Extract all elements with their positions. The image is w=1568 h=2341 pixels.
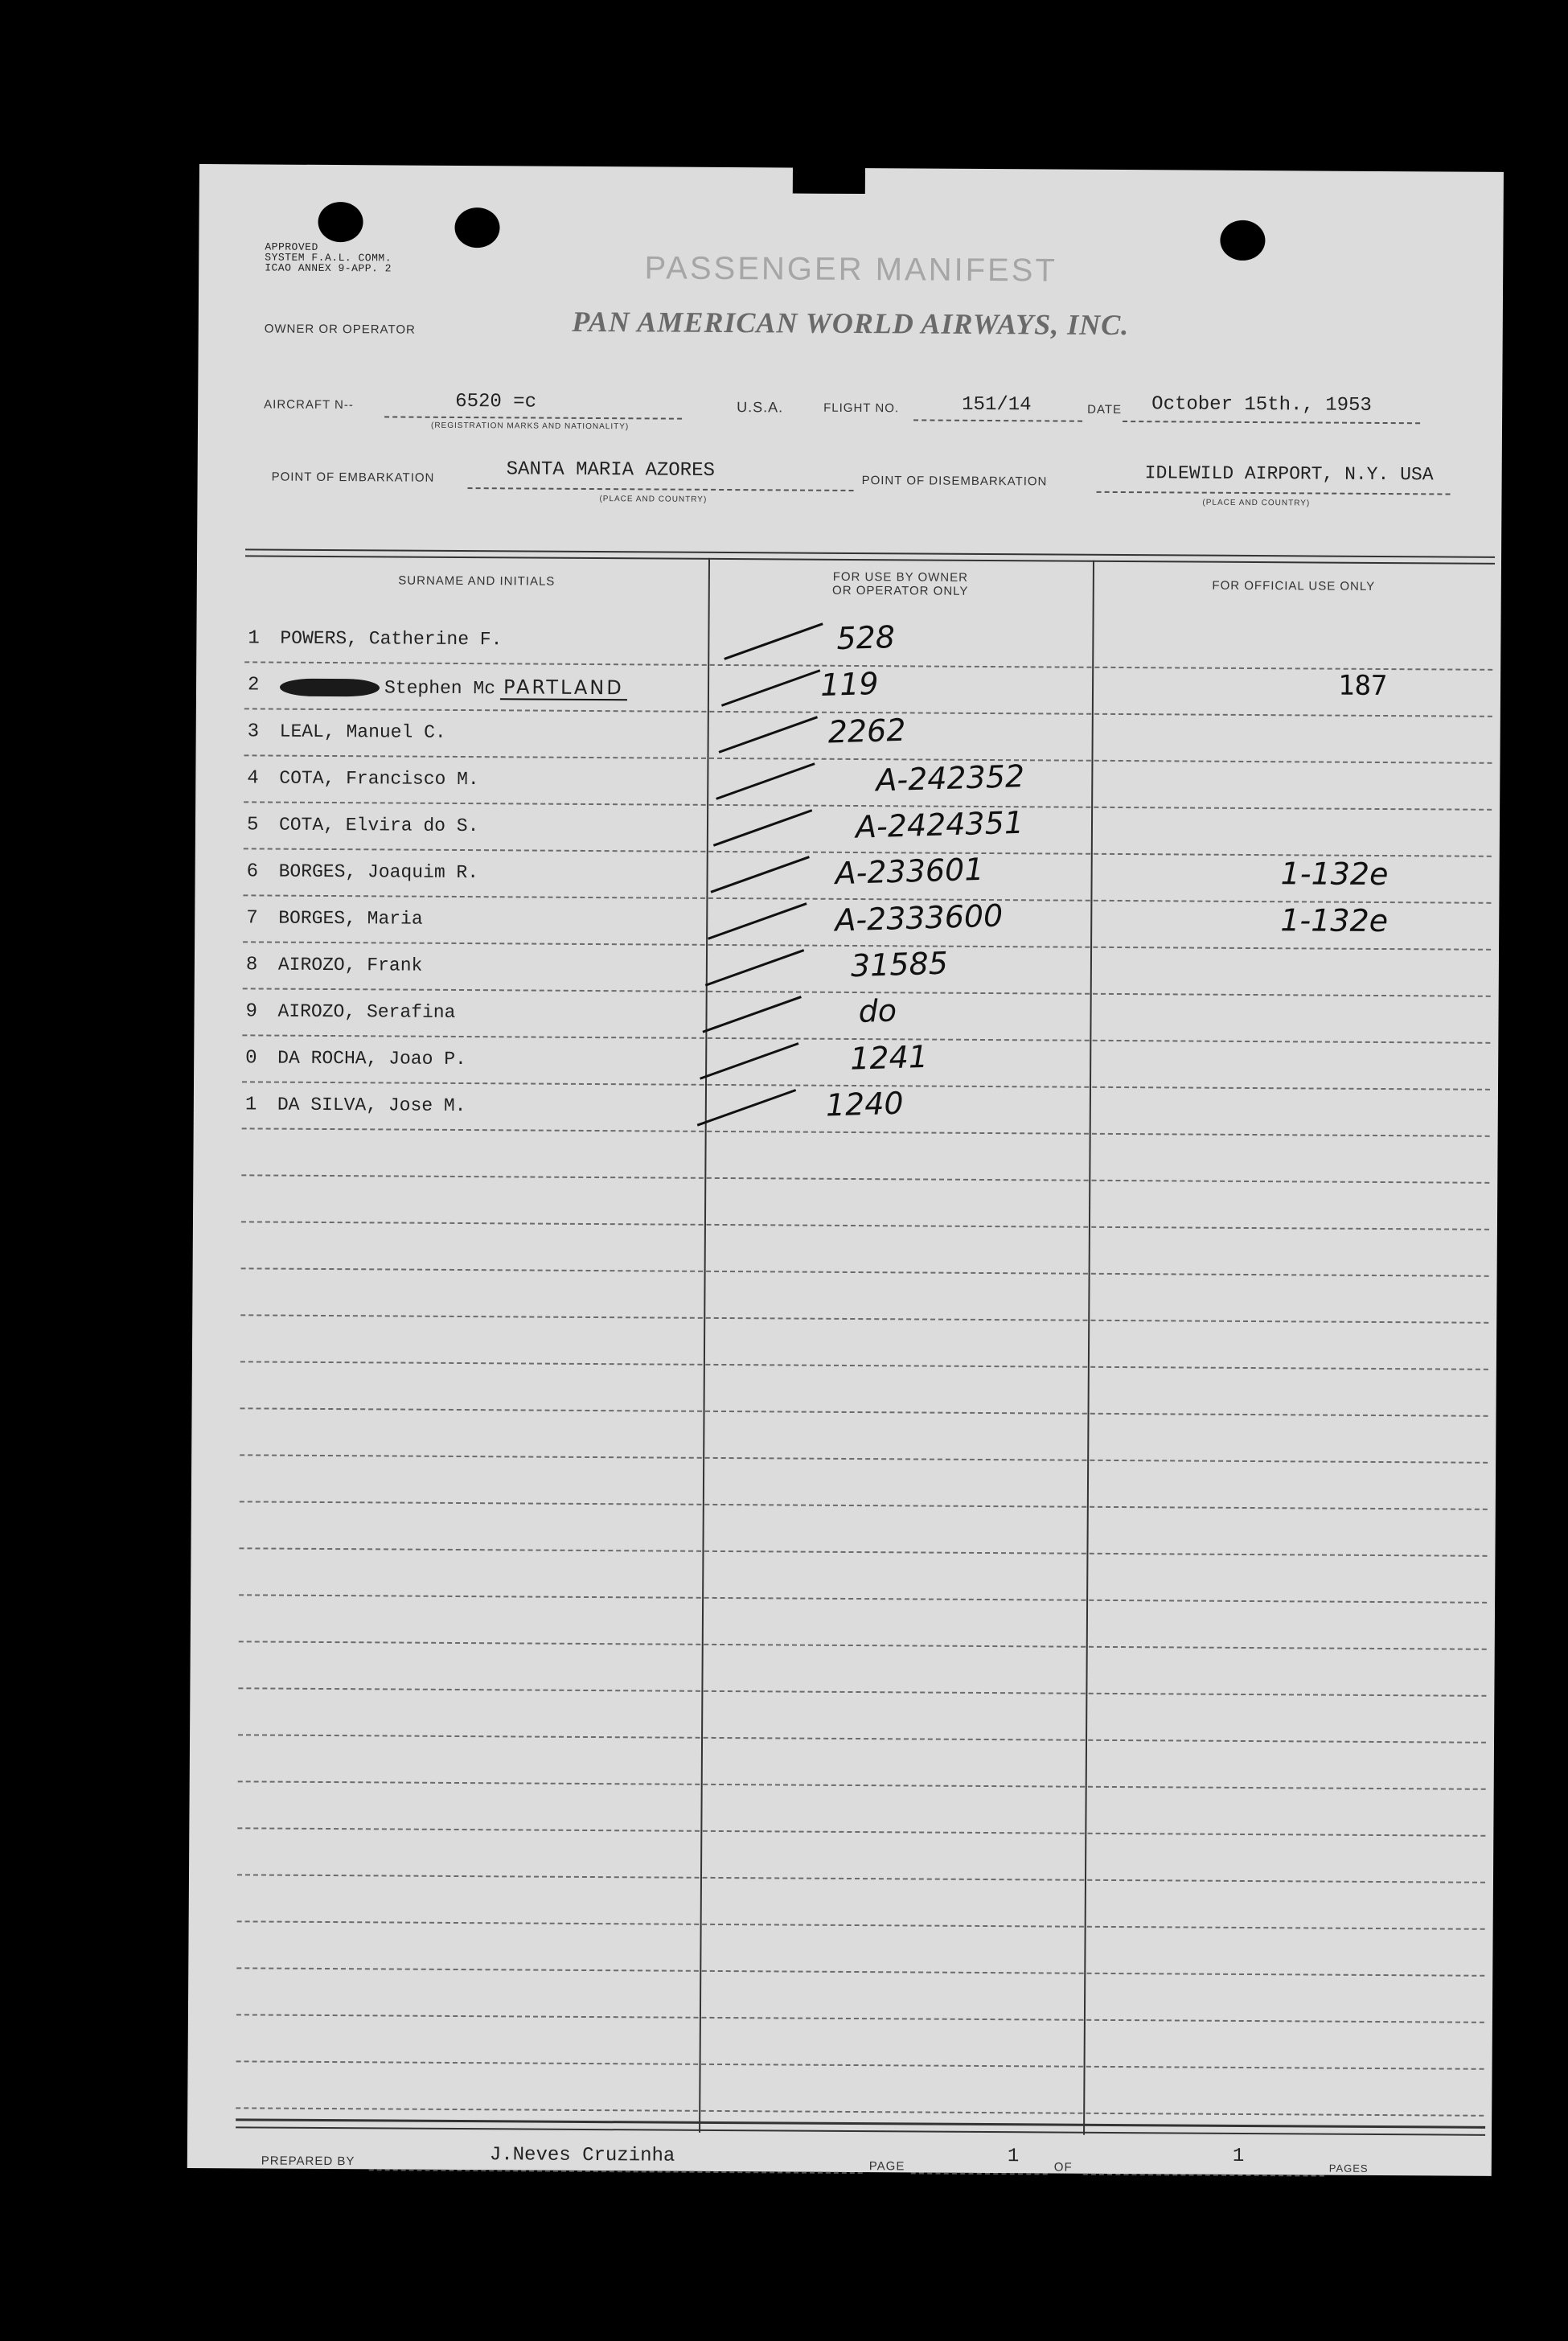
owner-number: 528 [835,619,896,657]
embark-line [468,487,854,491]
date-label: DATE [1087,402,1123,417]
manifest-page [187,164,1504,2176]
table-row [236,2060,1484,2116]
passenger-name: DA SILVA, Jose M. [277,1094,466,1117]
form-title: PASSENGER MANIFEST [644,250,1058,289]
prepared-value: J.Neves Cruzinha [489,2144,675,2167]
check-mark [713,809,812,847]
check-mark [702,996,801,1033]
disembark-line [1097,491,1451,495]
of-label: OF [1053,2160,1073,2175]
prepared-line [369,2169,863,2174]
passenger-name: POWERS, Catherine F. [280,627,503,651]
of-line [1083,2174,1324,2177]
punch-hole [318,202,363,242]
owner-label: OWNER OR OPERATOR [264,322,416,337]
embark-value: SANTA MARIA AZORES [506,458,716,482]
owner-number: A-2333600 [834,897,1004,938]
row-number: 3 [247,721,260,743]
passenger-name-handwritten: PARTLAND [500,676,627,700]
check-mark [705,949,804,987]
row-number: 2 [247,674,260,696]
column-header-names: SURNAME AND INITIALS [398,573,556,589]
prepared-label: PREPARED BY [261,2154,355,2169]
official-entry: 187 [1337,669,1388,703]
owner-number: 2262 [827,712,907,750]
column-header-owner: FOR USE BY OWNER OR OPERATOR ONLY [832,569,969,598]
page-line [911,2172,1048,2175]
row-number: 6 [246,860,259,883]
column-header-official: FOR OFFICIAL USE ONLY [1212,578,1376,593]
check-mark [708,902,807,940]
owner-number: 119 [819,665,880,703]
check-mark [721,669,820,707]
check-mark [724,622,823,660]
passenger-name: COTA, Elvira do S. [278,814,479,837]
check-mark [697,1089,796,1127]
passenger-table [244,614,1493,1123]
aircraft-sublabel: (REGISTRATION MARKS AND NATIONALITY) [430,421,630,432]
passenger-name: BORGES, Maria [278,907,423,930]
page-label: PAGE [868,2159,905,2174]
row-number: 8 [245,954,258,976]
row-number: 5 [246,814,259,836]
disembark-sublabel: (PLACE AND COUNTRY) [1202,498,1311,508]
passenger-name: COTA, Francisco M. [279,767,479,791]
redaction-mark [280,679,380,697]
pages-label: PAGES [1328,2162,1369,2175]
flight-value: 151/14 [962,393,1032,417]
embark-sublabel: (PLACE AND COUNTRY) [599,495,708,504]
disembark-value: IDLEWILD AIRPORT, N.Y. USA [1144,462,1434,486]
passenger-name: LEAL, Manuel C. [279,721,446,743]
owner-number: 31585 [850,945,949,984]
owner-number: A-242352 [875,758,1025,799]
passenger-name: AIROZO, Frank [277,954,423,976]
owner-number: A-233601 [835,851,985,892]
check-mark [719,716,818,754]
check-mark [716,762,815,800]
binding-tab [793,163,865,195]
usa-label: U.S.A. [737,399,784,416]
owner-number: A-2424351 [855,804,1024,845]
aircraft-value: 6520 =c [455,390,537,413]
embark-label: POINT OF EMBARKATION [271,470,435,485]
row-number: 7 [246,907,258,930]
check-mark [710,856,809,893]
flight-line [913,419,1082,421]
of-value: 1 [1232,2145,1245,2167]
passenger-name-typed: Stephen Mc [384,677,496,700]
owner-number: 1241 [849,1038,929,1077]
passenger-name [280,675,627,700]
owner-number: do [857,992,897,1029]
airline-name: PAN AMERICAN WORLD AIRWAYS, INC. [572,305,1130,342]
page-value: 1 [1007,2146,1020,2168]
official-entry: 1-132e [1280,902,1389,939]
date-value: October 15th., 1953 [1151,393,1372,417]
aircraft-label: AIRCRAFT N-- [264,397,354,413]
row-number: 9 [245,1000,258,1023]
check-mark [700,1042,798,1080]
punch-hole [454,207,499,248]
flight-label: FLIGHT NO. [823,400,900,416]
passenger-name: AIROZO, Serafina [277,1000,456,1023]
passenger-name: BORGES, Joaquim R. [278,860,479,884]
row-number: 1 [248,627,260,650]
date-line [1123,421,1420,424]
row-number: 0 [245,1047,257,1070]
row-number: 1 [244,1094,257,1116]
aircraft-line [384,416,682,419]
disembark-label: POINT OF DISEMBARKATION [861,474,1048,489]
official-entry: 1-132e [1280,856,1389,893]
bottom-rule [236,2126,1485,2135]
owner-number: 1240 [825,1085,905,1123]
approval-note: APPROVED SYSTEM F.A.L. COMM. ICAO ANNEX 9-APP. 2 [265,240,392,275]
row-number: 4 [247,767,259,790]
passenger-name: DA ROCHA, Joao P. [277,1047,466,1070]
